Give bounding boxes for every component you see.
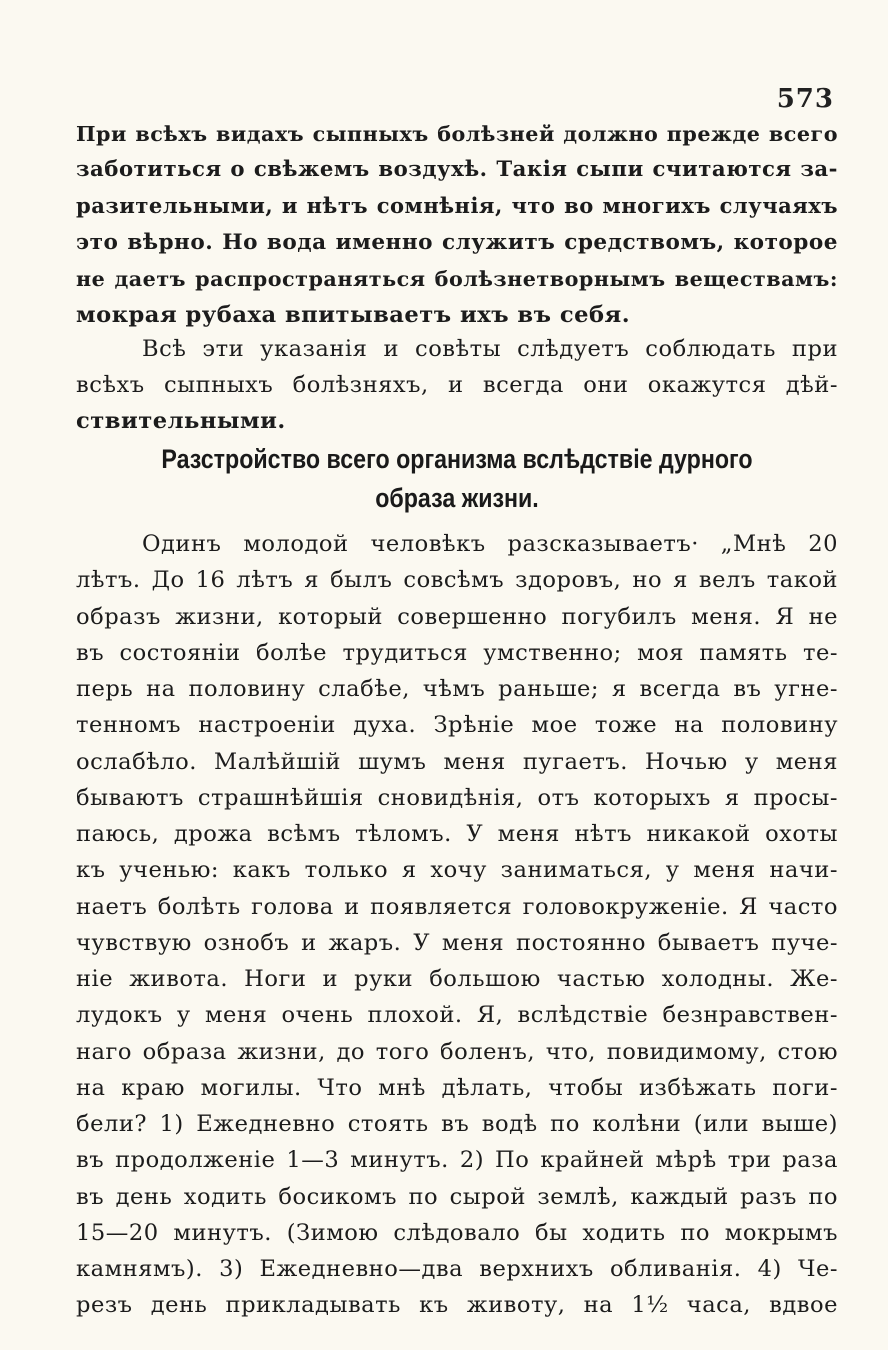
text-line: наетъ болѣть голова и появляется головокруженіе. Я часто	[76, 893, 838, 920]
text-line: всѣхъ сыпныхъ болѣзняхъ, и всегда они окажутся дѣй-	[76, 372, 838, 399]
text-line: разительными, и нѣтъ сомнѣнія, что во многихъ случаяхъ	[76, 193, 838, 219]
text-line: Одинъ молодой человѣкъ разсказываетъ· „Мнѣ 20	[142, 531, 838, 557]
heading-line: образа жизни.	[375, 483, 539, 513]
text-line: бели? 1) Ежедневно стоять въ водѣ по колѣни (или выше)	[76, 1111, 838, 1137]
text-line: 15—20 минутъ. (Зимою слѣдовало бы ходить по мокрымъ	[76, 1219, 838, 1246]
text-line: бываютъ страшнѣйшія сновидѣнія, отъ которыхъ я просы-	[76, 784, 838, 811]
text-line: заботиться о свѣжемъ воздухѣ. Такія сыпи считаются за-	[76, 157, 838, 183]
paragraph-story	[76, 526, 838, 1324]
text-line: тенномъ настроеніи духа. Зрѣніе мое тоже на половину	[76, 712, 838, 739]
section-heading	[129, 440, 784, 518]
paragraph-advice	[76, 331, 838, 440]
page-number: 573	[776, 84, 834, 114]
text-line: въ день ходить босикомъ по сырой землѣ, каждый разъ по	[76, 1183, 838, 1210]
text-line: Всѣ эти указанія и совѣты слѣдуетъ соблюдать при	[142, 336, 838, 362]
text-line: въ продолженіе 1—3 минутъ. 2) По крайней мѣрѣ три раза	[76, 1147, 838, 1174]
text-line: ослабѣло. Малѣйшій шумъ меня пугаетъ. Ночью у меня	[76, 748, 838, 775]
text-line: это вѣрно. Но вода именно служитъ средствомъ, которое	[76, 229, 838, 255]
text-line: паюсь, дрожа всѣмъ тѣломъ. У меня нѣтъ никакой охоты	[76, 821, 838, 847]
text-line: на краю могилы. Что мнѣ дѣлать, чтобы избѣжать поги-	[76, 1074, 838, 1101]
text-line: не даетъ распространяться болѣзнетворнымъ веществамъ:	[76, 266, 838, 291]
paragraph-fresh-air	[76, 116, 838, 333]
text-line: образъ жизни, который совершенно погубилъ меня. Я не	[76, 603, 838, 630]
text-line: резъ день прикладывать къ животу, на 1½ часа, вдвое	[76, 1292, 838, 1319]
text-line: къ ученью: какъ только я хочу заниматься, у меня начи-	[76, 857, 838, 884]
text-line: перь на половину слабѣе, чѣмъ раньше; я всегда въ угне-	[76, 676, 838, 702]
text-line: ствительными.	[76, 408, 286, 435]
text-line: При всѣхъ видахъ сыпныхъ болѣзней должно прежде всего	[76, 122, 838, 146]
text-line: ніе живота. Ноги и руки большою частью холодны. Же-	[76, 966, 838, 992]
text-line: мокрая рубаха впитываетъ ихъ въ себя.	[76, 302, 631, 329]
text-line: лѣтъ. До 16 лѣтъ я былъ совсѣмъ здоровъ, но я велъ такой	[76, 567, 838, 594]
text-line: въ состояніи болѣе трудиться умственно; моя память те-	[76, 639, 838, 666]
text-line: чувствую ознобъ и жаръ. У меня постоянно бываетъ пуче-	[76, 929, 838, 956]
text-line: лудокъ у меня очень плохой. Я, вслѣдствіе безнравствен-	[76, 1002, 838, 1029]
heading-line: Разстройство всего организма вслѣдствіе дурного	[161, 444, 753, 474]
text-line: наго образа жизни, до того боленъ, что, повидимому, стою	[76, 1038, 838, 1065]
text-line: камнямъ). 3) Ежедневно—два верхнихъ обливанія. 4) Че-	[76, 1256, 838, 1282]
